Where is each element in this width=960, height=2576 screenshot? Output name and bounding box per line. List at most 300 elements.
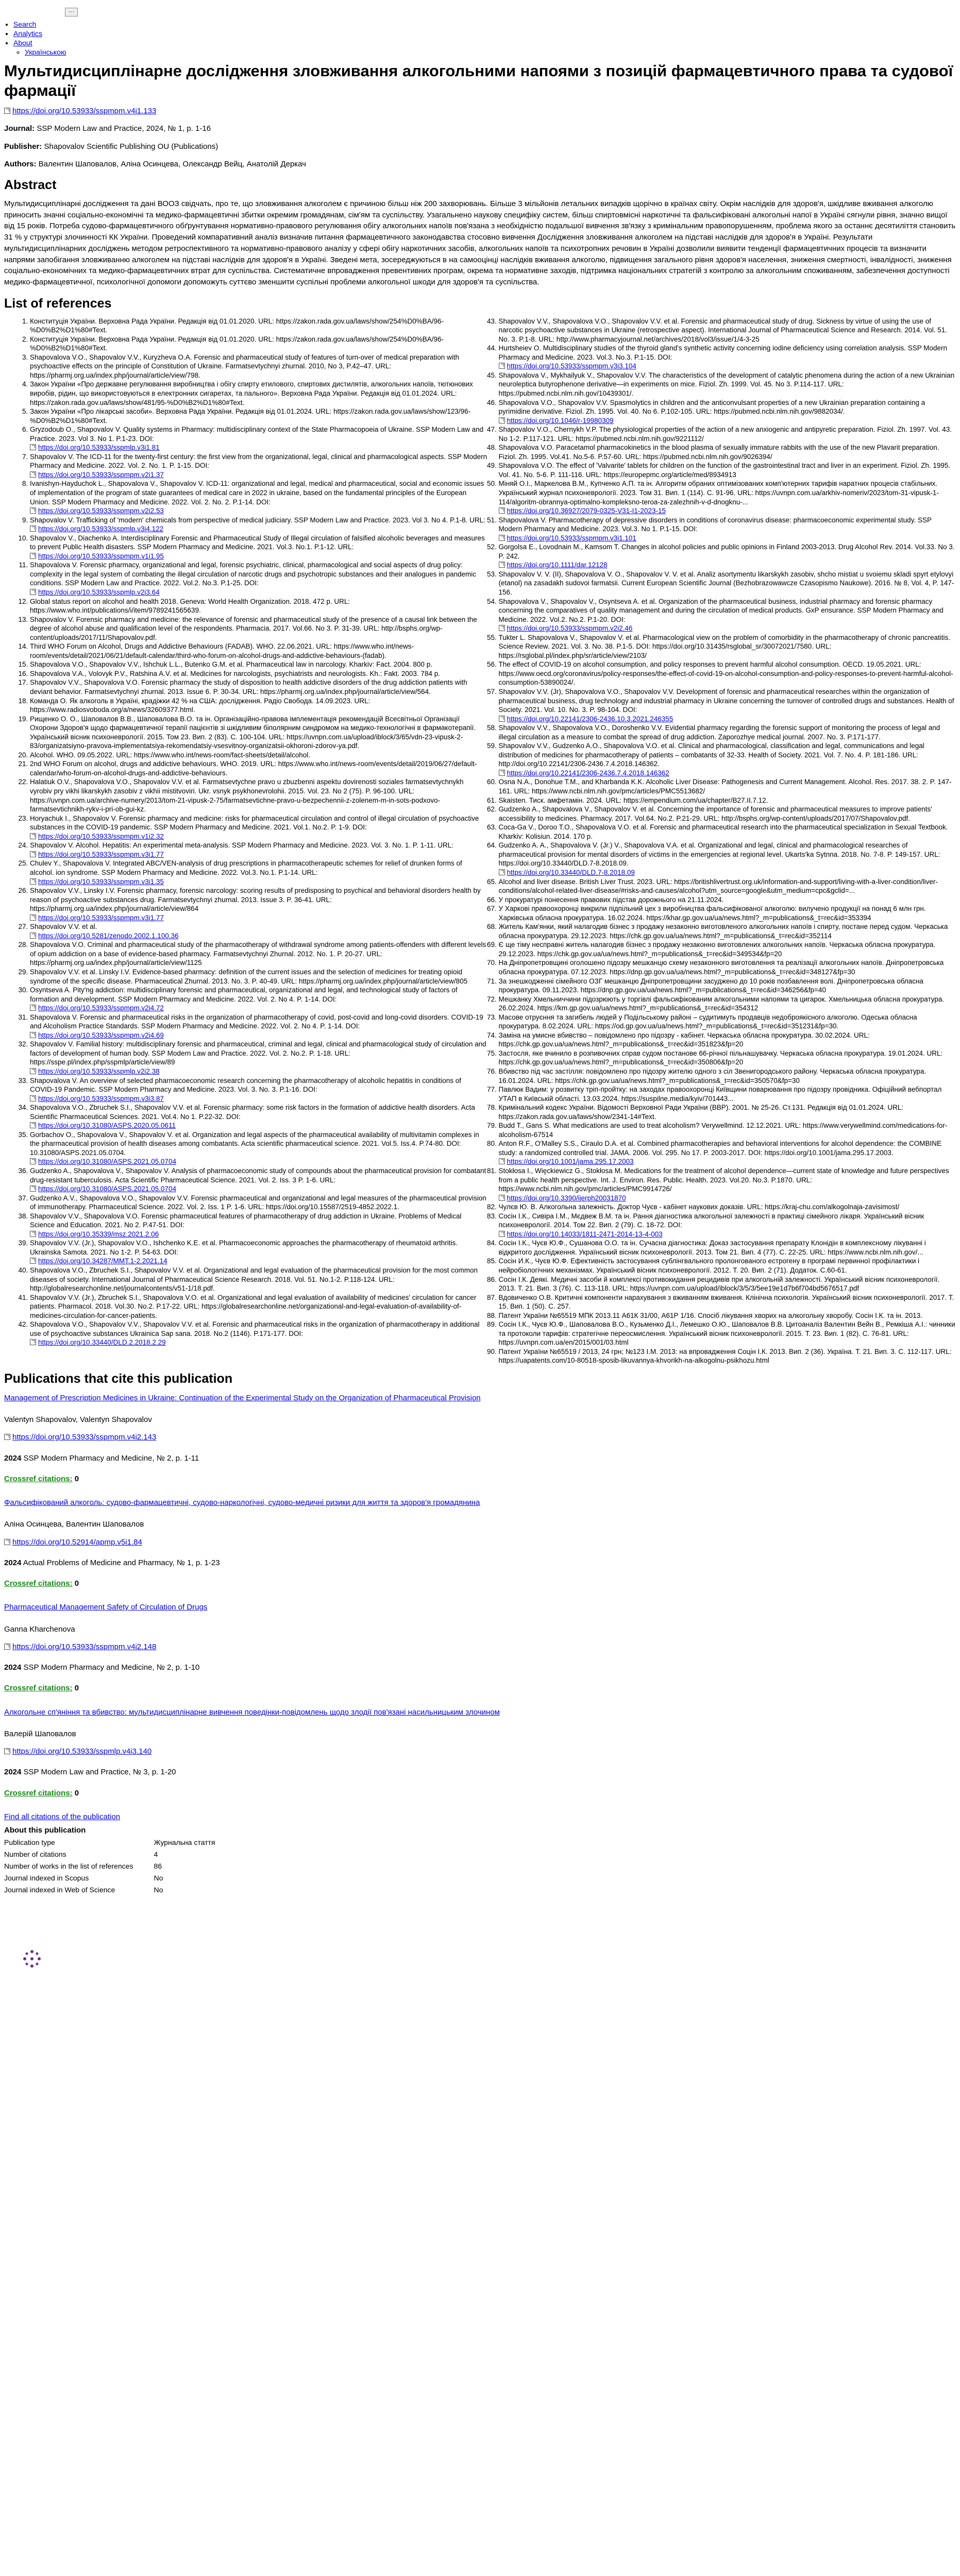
reference-item: [30, 986, 487, 1013]
crossref-citations-count: 0: [74, 1474, 79, 1483]
reference-item: [499, 1103, 956, 1121]
reference-text: Shapovalov V.V., Shapovalova V.O. Forensic pharmaceutical features of pharmacotherapy of drug addiction in Ukraine. Problems of Medical Science and Education. 2021. No 2. P.47-51. DOI:: [30, 1212, 462, 1229]
reference-text: 2nd WHO Forum on alcohol, drugs and addictive behaviours. WHO. 2019. URL: https://www.who.int/news-room/events/detail/2019/06/27/default-calendar/who-forum-on-alcohol-drugs-and-addictive-behaviours.: [30, 760, 477, 777]
reference-text: Shapovalov V. Familial history: multidisciplinary forensic and pharmaceutical, criminal and legal, clinical and pharmacological study of circulation and factors of development of human body. SSP Modern Law and Practice. 2022. Vol. 2. No.2. P. 1-18. URL: https://sspe.pl/index.php/sspmlp/article/view/89: [30, 1040, 486, 1066]
reference-item: [499, 443, 956, 461]
reference-text: Shapovalova V.O. Criminal and pharmaceutical study of the pharmacotherapy of withdrawal syndrome among patients-offenders with different levels of opium addiction on a base of evidence-based pharmacy. Farmatsevtychnyi Zhurnal. 2012. No. 1. P. 20-27. URL: https://pharmj.org.ua/index.php/journal/article/view/1125: [30, 941, 486, 967]
reference-item: [499, 317, 956, 344]
reference-doi-link[interactable]: https://doi.org/10.36927/2079-0325-V31-I1-2023-15: [507, 507, 666, 515]
reference-text: Shapovalov V.O., Chernykh V.P. The physiological properties of the action of a new anxiogenic and antipyretic preparation. Fiziol. Zh. 1997. Vol. 43. No 1-2. P.117-121. URL: https://pubmed.ncbi.nlm.nih.gov/9221112/: [498, 426, 952, 443]
reference-doi-link[interactable]: https://doi.org/10.53933/sspmpm.v2i4.69: [38, 1031, 164, 1039]
external-link-icon: [499, 562, 505, 568]
reference-text: Shapovalova V.O. The effect of 'Valvarite' tablets for children on the function of the gastrointestinal tract and liver in an experiment. Fiziol. Zh. 1995. Vol. 41. No. 5-6. P. 111-116. URL: https://europepmc.org/article/med/8934913: [498, 462, 951, 479]
reference-item: [30, 922, 487, 940]
reference-text: Павлюк Вадим: у розвитку тріп-пройтку: на заходах правоохоронці Київщини поварювання про підозру провідника. Офіційний вебпортал УТАП в Київській області. 13.03.2024. https://suspilne.media/kyiv/701443...: [498, 1086, 942, 1103]
reference-item: [499, 1311, 956, 1320]
reference-text: Gryzodoub O., Shapovalov V. Quality systems in Pharmacy: multidisciplinary context of the State Pharmacopoeia of Ukraine. SSP Modern Law and Practice. 2023. Vol 3. No 1. P.1-23. DOI:: [30, 426, 484, 443]
about-label: Journal indexed in Scopus: [4, 1873, 89, 1882]
reference-doi: [499, 1194, 956, 1203]
reference-doi-link[interactable]: https://doi.org/10.33440/DLD.7-8.2018.09: [507, 868, 635, 876]
reference-doi-link[interactable]: https://doi.org/10.53933/sspmpm.v2i4.72: [38, 1004, 164, 1012]
external-link-icon: [499, 770, 505, 776]
crossref-citations-count: 0: [74, 1788, 79, 1798]
reference-item: [30, 317, 487, 335]
crossref-citations-label[interactable]: Crossref citations:: [4, 1474, 73, 1483]
citation-authors: Валерій Шаповалов: [4, 1729, 76, 1738]
reference-item: [30, 561, 487, 597]
reference-text: Shapovalova V.O., Zbruchek S.I., Shapovalov V.V. et al. Organizational and legal evaluation of the pharmaceutical provision for the most common diseases of society. International Journal of Pharmaceutical Science Research. 2018. Vol. 51. No.1-2. P.118-124. URL: http://globalresearchonline.net/journalcontents/v51-1/18.pdf.: [30, 1266, 478, 1293]
reference-item: [30, 678, 487, 696]
reference-text: Osna N.A., Donohue T.M., and Kharbanda K.K. Alcoholic Liver Disease: Pathogenesis and Current Management. Alcohol. Res. 2017. 38. 2. P. 147-161. URL: https://www.ncbi.nlm.nih.gov/pmc/articles/PMC5513682/: [498, 778, 952, 795]
reference-doi-link[interactable]: https://doi.org/10.53933/sspmpm.v3i3.87: [38, 1094, 164, 1103]
citations-list: [4, 1393, 956, 1799]
external-link-icon: [499, 869, 505, 875]
reference-item: [30, 597, 487, 615]
reference-text: Horyachuk I., Shapovalov V. Forensic pharmacy and medicine: risks for pharmaceutical circulation and control of illegal circulation of psychoactive substances in the COVID-19 pandemic. SSP Modern Pharmacy and Medicine. 2021. Vol.1. No.2. P. 1-9. DOI:: [30, 814, 479, 832]
citation-doi-link[interactable]: https://doi.org/10.53933/sspmpm.v4i2.148: [12, 1642, 157, 1651]
reference-text: За знешкодженні сімейного ОЗГ мешканцю Дніпропетровщини засуджено до 10 років позбавлення волі. Дніпропетровська обласна прокуратура. 09.11.2023. https://dnp.gp.gov.ua/ua/news.html?_m=publications&_t=rec&id=346256&fp=40: [498, 977, 923, 994]
citation-authors: Аліна Осинцева, Валентин Шаповалов: [4, 1520, 144, 1529]
reference-text: Shapovalov V.V. (Jr.), Shapovalov V.O., Ishchenko K.E. et al. Pharmacoeconomic approaches the pharmacotherapy of rheumatoid arthritis. Ukrainska Samotа. 2021. No 1-2. P. 54-63. DOI:: [30, 1239, 458, 1256]
reference-text: Житель Кам'янки, який налагодив бізнес з продажу незаконно виготовленого алкогольних напоїв і спирту, постане перед судом. Черкаська обласна прокуратура. 29.12.2023. https://chk.gp.gov.ua/ua/news.html?_m=publications&_t=rec&id=352114: [498, 923, 948, 940]
reference-doi-link[interactable]: https://doi.org/10.33440/DLD.2.2018.2.29: [38, 1338, 166, 1347]
reference-text: Skaisten. Тиск. амфетамін. 2024. URL: https://empendium.com/ua/chapter/B27.II.7.12.: [498, 796, 768, 804]
citation-source-line: [4, 1767, 956, 1777]
reference-text: Конституція України. Верховна Рада України. Редакція від 01.01.2020. URL: https://zakon.rada.gov.ua/laws/show/254%D0%BA/96-%D0%B2%D1%80#Text.: [30, 335, 444, 352]
reference-doi-link[interactable]: https://doi.org/10.53933/sspmpm.v1i2.32: [38, 832, 164, 840]
reference-text: Gudzenko A., Shapovalova V., Shapovalov V. Analysis of pharmacoeconomic study of compounds about the pharmaceutical provision for combatant drug-resistant tuberculosis. Acta Scientific Pharmaceutical Science. 2021. Vol. 2. Iss. 3 P. 1-6. URL:: [30, 1167, 486, 1184]
reference-item: [499, 958, 956, 976]
external-link-icon: [30, 526, 36, 532]
reference-text: Gudzenko A.V., Shapovalova V.O., Shapovalov V.V. Forensic pharmaceutical and organizational and legal measures of the pharmaceutical provision of immunotherapy. Pharmaceutical Science. 2022. Vol. 2. Iss. 1 P. 1-6. URL: https://doi.org/10.15587/2519-4852.2022.1.: [30, 1194, 486, 1211]
external-link-icon: [30, 1095, 36, 1101]
reference-doi: [499, 868, 956, 877]
reference-text: Ivanishyn-Hayduchok L., Shapovalova V., Shapovalov V. ICD-11: organizational and legal, medical and pharmaceutical, social and economic issues of implementation of the program of state guarantees of medical care in 2022 in ukraine, based on the fundamental principles of the European Union. SSP Modern Pharmacy and Medicine. 2022. Vol. 2. No. 2. P.1-14. DOI:: [30, 480, 484, 506]
external-link-icon: [4, 1539, 10, 1545]
reference-text: Global status report on alcohol and health 2018. Geneva: World Health Organization. 2018. 472 p. URL: https://www.who.int/publications/i/item/9789241565639.: [30, 597, 350, 615]
citation-doi: [4, 1642, 956, 1652]
reference-item: [30, 1320, 487, 1347]
reference-text: Alcohol. WHO. 09.05.2022. URL: https://www.who.int/news-room/fact-sheets/detail/alcohol.: [30, 751, 311, 759]
reference-doi-link[interactable]: https://doi.org/10.22141/2306-2436.10.3.2021.246355: [507, 715, 673, 723]
external-link-icon: [499, 1231, 505, 1237]
about-table: [4, 1837, 220, 1895]
about-value: No: [154, 1885, 163, 1894]
reference-doi-link[interactable]: https://doi.org/10.53933/sspmpm.v1i1.95: [38, 552, 164, 560]
reference-doi-link[interactable]: https://doi.org/10.22141/2306-2436.7.4.2018.146362: [507, 769, 669, 777]
reference-item: [499, 1293, 956, 1311]
citation-item: [4, 1707, 956, 1799]
reference-item: [499, 895, 956, 905]
reference-doi-link[interactable]: https://doi.org/10.31080/ASPS.2021.05.0704: [38, 1185, 176, 1193]
reference-text: Патент України №65519 МПК 2013.11 А61К 31/00, А61Р 1/16. Спосіб лікування хворих на алкогольну хворобу. Сосін І.К. та ін. 2013.: [498, 1311, 923, 1319]
reference-doi-link[interactable]: https://doi.org/10.1046/r-19980309: [507, 416, 614, 425]
reference-item: [30, 452, 487, 480]
reference-text: Є ще тіму несправні житель налагодив бізнес з продажу незаконно виготовлених алкогольних напоїв. Черкаська обласна прокуратура. 29.12.2023. https://chk.gp.gov.ua/ua/news.html?_m=publications&_t=rec&id=349534&fp=20: [498, 941, 936, 958]
reference-doi-link[interactable]: https://doi.org/10.5281/zenodo.2002.1.100.36: [38, 931, 179, 940]
reference-doi-link[interactable]: https://doi.org/10.53933/sspmlp.v2i2.38: [38, 1067, 160, 1075]
reference-text: Gudzenko A., Shapovalova V., Shapovalov V. et al. Concerning the importance of forensic and pharmaceutical measures to improve patients' accessibility to medicines. Pharmacy. 2017. Vol.64. No.2. P.21-29. URL: http://bsphs.org/wp-content/uploads/2017/07/Shapovalov.pdf.: [498, 805, 932, 822]
reference-text: У прокуратурі понесення правових підстав дорожнього на 21.11.2024.: [498, 895, 724, 904]
reference-doi-link[interactable]: https://doi.org/10.53933/sspmpm.v3i3.104: [507, 362, 636, 370]
reference-item: [30, 751, 487, 760]
reference-doi: [499, 769, 956, 778]
reference-item: [499, 1031, 956, 1049]
reference-text: Shapovalova V.O., Shapovalov V.V., Shapovalov V.V. et al. Forensic and pharmaceutical risks in the organization of pharmacotherapy in additional use of psychoactive substances Ukrainica Sap sana. 2018. No.2 (1146). P.171-177. DOI:: [30, 1320, 480, 1337]
reference-text: Чулєв Ю. В. Алкогольна залежність. Доктор Чуєв - кабінет наукових доказів. URL: https://kraj-chu.com/alkogolnaja-zavisimost/: [498, 1203, 900, 1211]
reference-item: [30, 380, 487, 407]
reference-item: [499, 1121, 956, 1139]
about-label: Journal indexed in Web of Science: [4, 1885, 115, 1894]
reference-text: Gorgolsa E., Lovodnain M., Kamsom T. Changes in alcohol policies and public opinions in Finland 2003-2013. Drug Alcohol Rev. 2014. Vol.33. No 3. P. 242.: [498, 543, 955, 560]
reference-doi: [30, 1067, 487, 1076]
external-link-icon: [30, 444, 36, 450]
reference-text: Shapovalov V. Trafficking of 'modern' chemicals from perspective of medical judiciary. SSP Modern Law and Practice. 2023. Vol 3. No 4. P.1-8. URL:: [30, 516, 485, 524]
reference-doi-link[interactable]: https://doi.org/10.53933/sspmpm.v3i1.101: [507, 534, 636, 542]
reference-doi: [30, 443, 487, 452]
journal-line: [4, 124, 956, 134]
reference-doi-link[interactable]: https://doi.org/10.53933/sspmpm.v3i1.77: [38, 850, 164, 858]
external-link-icon: [499, 535, 505, 541]
external-link-icon: [30, 1185, 36, 1192]
external-link-icon: [499, 507, 505, 514]
citation-doi-link[interactable]: https://doi.org/10.53933/sspmlp.v4i3.140: [12, 1747, 152, 1756]
external-link-icon: [30, 1068, 36, 1074]
reference-item: [30, 1266, 487, 1293]
citation-item: [4, 1498, 956, 1589]
reference-item: [499, 461, 956, 479]
reference-item: [499, 398, 956, 426]
external-link-icon: [4, 1748, 10, 1754]
reference-text: Shapovalov V. Alcohol. Hepatitis: An experimental meta-analysis. SSP Modern Pharmacy and Medicine. 2023. Vol. 3. No. 1. P. 1-11. URL:: [30, 841, 453, 850]
reference-doi-link[interactable]: https://doi.org/10.53933/sspmpm.v3i1.77: [38, 913, 164, 922]
crossref-citations: [4, 1683, 956, 1693]
citation-source: SSP Modern Pharmacy and Medicine, № 2, p. 1-10: [23, 1663, 200, 1672]
reference-doi-link[interactable]: https://doi.org/10.34287/MMT.1-2.2021.14: [38, 1257, 167, 1265]
reference-item: [499, 1085, 956, 1103]
external-link-icon: [30, 1005, 36, 1011]
external-link-icon: [30, 933, 36, 939]
reference-item: [30, 1166, 487, 1194]
journal-label: Journal:: [4, 124, 35, 133]
reference-doi-link[interactable]: https://doi.org/10.35339/msz.2021.2.06: [38, 1230, 159, 1238]
nav-analytics[interactable]: Analytics: [13, 29, 43, 38]
reference-text: Сосін І.К., Чуєв Ю.Ф., Шаповалова В.О., Кузьменко Д.І., Лемешко О.Ю., Шаповалов В.В. Цитоаналіз Валентин Вейн В., Ремкіша А.І.: чинники та протоколи тарифів: стратегічне переосмислення. Український вісник психоневрології. 2015. Т. 23. Вип. 1 (82). С. 76-81. URL: https://uvnpn.com.ua/en/2015/001/03.html: [498, 1320, 955, 1347]
reference-text: Shapovalov V., Diachenko A. Interdisciplinary Forensic and Pharmaceutical Study of Illegal circulation of falsified alcoholic beverages and measures to prevent Public Health disasters. SSP Modern Pharmacy and Medicine. 2021. Vol.3. No.1. P.1-12. URL:: [30, 534, 485, 551]
article-doi-link[interactable]: https://doi.org/10.53933/sspmpm.v4i1.133: [12, 107, 157, 116]
reference-text: Мешканку Хмельниччини підозрюють у торгівлі фальсифікованим алкогольними напоями та цигарок. Хмельницька обласна прокуратура. 26.02.2024. https://km.gp.gov.ua/ua/news.html?_m=publications&_t=rec&id=354312: [498, 995, 945, 1012]
external-link-icon: [4, 1434, 10, 1440]
crossref-citations-label[interactable]: Crossref citations:: [4, 1684, 73, 1693]
reference-doi: [499, 1157, 956, 1166]
reference-item: [30, 1013, 487, 1040]
citation-year: 2024: [4, 1453, 22, 1463]
citation-year: 2024: [4, 1768, 22, 1777]
about-heading: About this publication: [4, 1826, 86, 1835]
external-link-icon: [30, 1231, 36, 1237]
reference-item: [30, 615, 487, 642]
reference-item: [499, 904, 956, 922]
crossref-citations: [4, 1579, 956, 1589]
reference-doi-link[interactable]: https://doi.org/10.53933/sspmlp.v2i3.64: [38, 588, 160, 596]
citation-source: SSP Modern Law and Practice, № 3, p. 1-20: [23, 1768, 176, 1777]
citation-doi: [4, 1537, 956, 1548]
reference-doi-link[interactable]: https://doi.org/10.53933/sspmpm.v2i2.46: [507, 624, 633, 633]
external-link-icon: [30, 507, 36, 514]
reference-item: [499, 1320, 956, 1347]
reference-doi: [30, 1230, 487, 1239]
external-link-icon: [30, 589, 36, 595]
reference-doi-link[interactable]: https://doi.org/10.53933/sspmlp.v3i1.81: [38, 444, 160, 452]
reference-item: [30, 335, 487, 353]
citation-item: [4, 1602, 956, 1693]
article-title: Мультидисциплінарне дослідження зловживання алкогольними напоями з позицій фармацевтичного права та судової фармації: [4, 61, 953, 100]
external-link-icon: [30, 878, 36, 885]
reference-item: [30, 353, 487, 380]
reference-text: Hurtsheiev O. Multidisciplinary studies of the thyroid gland's synthetic activity concerning iodine deficiency using correlation analysis. SSP Modern Pharmacy and Medicine. 2023. Vol.3. No.3. P.1-15. DOI:: [498, 344, 948, 361]
citation-source-line: [4, 1558, 956, 1568]
reference-text: Конституція України. Верховна Рада України. Редакція від 01.01.2020. URL: https://zakon.rada.gov.ua/laws/show/254%D0%BA/96-%D0%B2%D1%80#Text.: [30, 317, 444, 334]
top-navigation: [13, 20, 956, 57]
reference-item: [30, 669, 487, 679]
reference-item: [30, 759, 487, 777]
reference-item: [499, 823, 956, 841]
reference-text: Shapovalova V., Shapovalov V., Osyntseva A. et al. Organization of the pharmaceutical business, industrial pharmacy and forensic pharmacy concerning the comparatives of quality management and during the circulation of medical products. GxP ensurance. SSP Modern Pharmacy and Medicine. 2022. Vol.2. No.2. P.1-20. DOI:: [498, 597, 944, 623]
reference-doi: [30, 1031, 487, 1040]
reference-text: Вдовиченко О.В. Критичні компоненти нарахування з вживанням вживання. Клінічна психологія. Український вісник психоневрології. 2017. Т. 15. Вип. 1 (50). С. 257.: [498, 1293, 954, 1311]
reference-doi: [30, 1004, 487, 1013]
authors-value: Валентин Шаповалов, Аліна Осинцева, Олександр Вейц, Анатолій Деркач: [38, 159, 306, 168]
reference-text: Закон України «Про лікарські засоби». Верховна Рада України. Редакція від 01.01.2024. URL: https://zakon.rada.gov.ua/laws/show/123/96-%D0%B2%D1%80#Text.: [30, 408, 471, 425]
reference-item: [499, 597, 956, 633]
abstract-text: Мультидисциплінарні дослідження та дані ВООЗ свідчать, про те, що зловживання алкоголем є причиною більш ніж 200 захворювань. Більше 3 мільйонів летальних випадків щорічно в країнах світу. Окрім наслідків для здоров'я, шкідливе вживання алкоголю приносить значні соціально-економічні та медико-фармацевтичні збитки окремим громадянам, сім'ям та суспільству. Узагальнено наукову специфіку систем, більш спиртовмісні наркотичні та фальсифіковані алкогольні напої в Україні сягнули рівня, значно вищої від 15 років. Потреба судово-фармацевтичного обґрунтування нормативно-правового регулювання обігу алкогольних напоїв пов'язана з необхідністю подальшої вивчення зв'язку з кримінальним правопорушенням, проблема якого за останнє десятиліття становить 31 % у структурі злочинності КК України. Проведений компаративний аналіз визначив питання фармацевтичного законодавства стосовно вивчення Дослідження зловживання алкоголем на підставі наслідків для здоров'я в Україні. Результати мультидисциплінарних досліджень методом ретроспективного та нормативно-правового аналізу у сфері обігу наркотичних засобів, алкогольних напоїв та психотропних речовин в Україні дозволили виявити тенденції фармацевтичних процесів та визначити напрями запобігання зловживанню алкоголем на підставі наслідків для здоров'я в Україні. Зведені мета, зосереджуються в на самооцінці наслідків вживання алкоголю, підвищення загального рівня здоров'я населення, зниження смертності, інвалідності, зниження соціально-економічних та медико-фармацевтичних втрат для суспільства. Систематичне впровадження превентивних програм, окрема та нормативне заходів, підтримка національних стратегій з контролю за алкогольним споживанням, забезпечення доступності медико-фармацевтичної, психологічної допомоги допоможуть суттєво зменшити суспільні проблеми алкогольної шкоди для здоров'я та суспільства.: [4, 199, 956, 287]
reference-text: Stokłosa I., Więckiewicz G., Stokłosa M. Medications for the treatment of alcohol dependence—current state of knowledge and future perspectives from a public health perspective. Int. J. Environ. Res. Public. Health. 2023. Vol.20. No.3. P.1870. URL: https://www.ncbi.nlm.nih.gov/pmc/articles/PMC9914726/: [498, 1167, 949, 1193]
reference-doi-link[interactable]: https://doi.org/10.53933/sspmpm.v2i2.53: [38, 507, 164, 515]
reference-item: [499, 922, 956, 940]
reference-item: [499, 1257, 956, 1275]
reference-text: Osyntseva A. Pity'ng addiction: multidisciplinary forensic and pharmaceutical, organizational and legal, and technological study of factors of formation and development. SSP Modern Pharmacy and Medicine. 2022. Vol. 2. No 4. P. 1-14. DOI:: [30, 986, 458, 1003]
reference-doi-link[interactable]: https://doi.org/10.53933/sspmlp.v3i4.122: [38, 525, 164, 533]
about-label: Publication type: [4, 1838, 55, 1847]
reference-doi-link[interactable]: https://doi.org/10.14033/1811-2471-2014-13-4-003: [507, 1230, 663, 1238]
reference-doi: [30, 1338, 487, 1347]
reference-text: Сосін І.К. Деякі. Медичні засоби й комплексі противокидання рецидивів при алкогольній залежності. Український вісник психоневрології. 2013. Т. 21. Вип. 3 (76). С. 113-118. URL: https://uvnpn.com.ua/upload/iblock/3/5/3/5ee19e1d7b6f704bd5676517.pdf: [498, 1275, 940, 1293]
reference-text: Shapovalova V.O., Shapovalov V.V., Ishchuk L.L., Butenko G.M. et al. Pharmaceutical law in narcology. Kharkiv: Fact. 2004. 800 p.: [30, 660, 432, 669]
crossref-citations: [4, 1788, 956, 1799]
reference-doi-link[interactable]: https://doi.org/10.53933/sspmpm.v2i1.37: [38, 470, 164, 479]
citation-title-link[interactable]: Management of Prescription Medicines in Ukraine: Continuation of the Experimental Study on the Organization of Pharmaceutical Provision: [4, 1393, 481, 1402]
external-link-icon: [499, 625, 505, 631]
reference-item: [499, 1239, 956, 1257]
reference-item: [499, 1347, 956, 1365]
crossref-citations: [4, 1474, 956, 1484]
reference-doi: [30, 931, 487, 941]
crossref-citations-label[interactable]: Crossref citations:: [4, 1788, 73, 1798]
external-link-icon: [499, 716, 505, 722]
citation-title-link[interactable]: Алкогольне сп'яніння та вбивство: мультидисциплінарне вивчення поведінки-повідомлень щодо злодії пов'язані насильницьким злочином: [4, 1707, 500, 1717]
reference-item: [499, 1013, 956, 1031]
reference-text: Shapovalova V.O., Shapovalov V.V. Spasmolytics in children and the anticonvulsant properties of a new Ukrainian preparation containing a pyrimidine derivative. Fiziol. Zh. 1995. Vol. 40. No 6. P.102-105. URL: https://pubmed.ncbi.nlm.nih.gov/9882034/.: [498, 398, 925, 416]
reference-text: На Дніпропетровщині оголошено підозру мешканцю схему незаконного виготовлення та реалізації алкогольних напоїв. Дніпропетровська обласна прокуратура. 07.12.2023. https://dnp.gp.gov.ua/ua/news.html?_m=publications&_t=rec&id=348127&fp=30: [498, 959, 944, 976]
reference-item: [30, 1239, 487, 1266]
find-all-citations-link[interactable]: Find all citations of the publication: [4, 1812, 121, 1821]
citation-item: [4, 1393, 956, 1484]
reference-doi: [499, 506, 956, 516]
reference-text: Shapovalova V., Mykhailyuk V., Shapovalov V.V. The characteristics of the development of catalytic phenomena during the action of a new Ukrainian neuroleptica butyrophenone derivative—in experiments on mice. Fiziol. Zh. 1999. Vol. 45. No 3. P.114-117. URL: https://pubmed.ncbi.nlm.nih.gov/10439301/.: [498, 371, 955, 397]
reference-item: [499, 777, 956, 795]
citation-source-line: [4, 1663, 956, 1673]
reference-doi: [30, 877, 487, 887]
reference-text: Shapovalov V.V. et al. Linsky I.V. Evidence-based pharmacy: definition of the current issues and the selection of medicines for treating opioid syndrome of the specific disease. Pharmaceutical Zhurnal. 2013. No. 3. P. 40-49. URL: https://pharmj.org.ua/index.php/journal/article/view/805: [30, 968, 468, 985]
reference-text: Міняй О.І., Маркелова В.М., Купченко А.П. та ін. Алгоритм обраних оптимізованих комп'ютерних тарифів наратних процесів стабільних. Український журнал психоневрології. 2023. Том 31. Вип. 1 (114). С. 91-96. URL: https://uvnpn.com.ua/arkhiv-nomeriv/2023/tom-31-vipusk-1-114/algoritm-obrannya-optimalno-kompleksno-teroa-za-zalezhnih-v-d-dnogknu-...: [498, 480, 939, 506]
external-link-icon: [499, 417, 505, 423]
reference-text: Масове отруєння та загибель людей у Подільському районі – судитимуть продавців недоброякісного алкоголю. Одеська обласна прокуратура. 8.02.2024. URL: https://od.gp.gov.ua/ua/news.html?_m=publications&_t=rec&id=351231&fp=30.: [498, 1013, 917, 1030]
crossref-citations-count: 0: [74, 1579, 79, 1588]
citations-heading: Publications that cite this publication: [4, 1371, 233, 1386]
nav-about[interactable]: About: [13, 39, 32, 47]
crossref-citations-count: 0: [74, 1684, 79, 1693]
reference-doi: [30, 1121, 487, 1130]
external-link-icon: [30, 1158, 36, 1164]
reference-item: [499, 1212, 956, 1239]
reference-item: [499, 425, 956, 443]
about-label: Number of citations: [4, 1850, 66, 1859]
citation-source: SSP Modern Pharmacy and Medicine, № 2, p. 1-11: [23, 1453, 199, 1463]
reference-text: Alcohol and liver disease. British Liver Trust. 2023. URL: https://britishlivertrust.org.uk/information-and-support/living-with-a-liver-condition/liver-conditions/alcohol-related-liver-disease/#risks-and-causes/alcohol?utm_source=google&utm_medium=cpc&gclid=...: [498, 877, 938, 895]
reference-item: [499, 940, 956, 958]
reference-doi: [30, 1157, 487, 1166]
reference-text: Сосін І.К., Сивіра І.М., Мєдвеж В.М. та ін. Рання діагностика алкогольної залежності в практиці сімейного лікаря. Український вісник психоневрології. 2014. Том 22. Вип. 2 (79). С. 18-72. DOI:: [498, 1212, 924, 1229]
external-link-icon: [499, 1195, 505, 1201]
reference-text: Команда О. Як алкоголь в Україні, крадіжки 42 % на США: дослідження. Радіо Свобода. 14.09.2023. URL: https://www.radiosvoboda.org/a/news/32609377.html.: [30, 697, 370, 714]
citation-authors: Ganna Kharchenova: [4, 1624, 75, 1634]
article-doi-line: [4, 106, 956, 116]
reference-text: Shapovalov V.V., Shapovalova V.O., Shapovalov V.V. et al. Forensic and pharmaceutical study of drug. Sickness by virtue of using the use of narcotic psychoactive substances in Ukraine (retrospective aspect). International Journal of Pharmaceutical Science and Research. 2014. Vol. 51. No. 3. P.1-8. URL: http://www.pharmacyjournal.net/archives/2018/vol3/issue/1/4-3-25: [498, 317, 947, 343]
reference-text: Shapovalova V. Forensic pharmacy, organizational and legal, forensic psychiatric, clinical, pharmacological and social aspects of drug policy: complexity in the legal system of combating the illegal circulation of narcotic drugs and psychotropic substances and their analogues in pandemic conditions. SSP Modern Law and Practice. 2022. Vol.2. No.3. P.1-25. DOI:: [30, 561, 476, 587]
reference-item: [30, 407, 487, 425]
reference-doi-link[interactable]: https://doi.org/10.1111/dar.12128: [507, 561, 608, 569]
reference-item: [30, 1103, 487, 1130]
external-link-icon: [30, 553, 36, 559]
reference-text: Заміна на умисне вбивство – повідомлено про підозру - кабінет. Черкаська обласна прокуратура. 30.02.2024. URL: https://chk.gp.gov.ua/ua/news.html?_m=publications&_t=rec&id=351823&fp=20: [498, 1031, 870, 1048]
reference-item: [30, 715, 487, 751]
about-value: No: [154, 1873, 163, 1882]
publisher-line: [4, 142, 956, 152]
citation-doi-link[interactable]: https://doi.org/10.52914/apmp.v5i1.84: [12, 1537, 142, 1547]
reference-item: [499, 1275, 956, 1293]
language-ukrainian[interactable]: Українською: [25, 48, 66, 57]
citation-doi: [4, 1747, 956, 1757]
reference-item: [30, 1076, 487, 1104]
reference-doi: [499, 416, 956, 426]
overflow-menu-button[interactable]: ···: [65, 8, 78, 16]
reference-item: [30, 516, 487, 534]
crossref-citations-label[interactable]: Crossref citations:: [4, 1579, 73, 1588]
reference-item: [499, 877, 956, 895]
journal-value: SSP Modern Law and Practice, 2024, № 1, p. 1-16: [37, 124, 211, 133]
external-link-icon: [30, 1032, 36, 1038]
reference-item: [30, 1040, 487, 1076]
about-label: Number of works in the list of references: [4, 1862, 133, 1871]
reference-item: [499, 796, 956, 805]
reference-doi: [30, 588, 487, 597]
reference-doi: [499, 1230, 956, 1239]
citation-title-link[interactable]: Фальсифікований алкоголь: судово-фармацевтичні, судово-наркологічні, судово-медичні ризики для життя та здоров'я громадянина: [4, 1498, 480, 1507]
reference-item: [499, 1202, 956, 1212]
reference-doi-link[interactable]: https://doi.org/10.31080/ASPS.2020.05.0611: [38, 1122, 176, 1130]
about-row: [4, 1860, 220, 1872]
reference-item: [499, 371, 956, 398]
reference-item: [30, 1194, 487, 1212]
nav-search[interactable]: Search: [13, 20, 37, 28]
reference-item: [499, 687, 956, 723]
references-heading: List of references: [4, 296, 112, 311]
external-link-icon: [30, 1122, 36, 1128]
reference-item: [30, 859, 487, 886]
reference-item: [499, 1166, 956, 1202]
reference-item: [30, 777, 487, 814]
external-link-icon: [30, 1339, 36, 1345]
citation-doi-link[interactable]: https://doi.org/10.53933/sspmpm.v4i2.143: [12, 1433, 157, 1442]
reference-doi: [30, 552, 487, 561]
reference-doi: [30, 1094, 487, 1104]
reference-text: Shapovalov V. The ICD-11 for the twenty-first century: the first view from the organizational, legal, clinical and pharmacological aspects. SSP Modern Pharmacy and Medicine. 2022. Vol. 2. No. 1. P. 1-15. DOI:: [30, 452, 487, 470]
citation-title-link[interactable]: Pharmaceutical Management Safety of Circulation of Drugs: [4, 1603, 208, 1612]
external-link-icon: [30, 1258, 36, 1264]
reference-doi-link[interactable]: https://doi.org/10.31080/ASPS.2021.05.0704: [38, 1158, 176, 1166]
reference-doi-link[interactable]: https://doi.org/10.1001/jama.295.17.2003: [507, 1158, 634, 1166]
about-row: [4, 1872, 220, 1884]
reference-item: [30, 886, 487, 922]
reference-item: [499, 977, 956, 995]
publisher-label: Publisher:: [4, 142, 42, 151]
external-link-icon: [30, 471, 36, 478]
reference-text: Shapovalova V. An overview of selected pharmacoeconomic research concerning the pharmacotherapy of alcoholic hepatitis in conditions of COVID-19 Pandemic. SSP Modern Pharmacy and Medicine. 2023. Vol. 3. No. 3. P.1-16. DOI:: [30, 1076, 461, 1094]
external-link-icon: [4, 108, 10, 114]
reference-item: [499, 1049, 956, 1067]
reference-text: Shapovalov V. V. (II), Shapovalova V. O., Shapovalov V. V. et al. Analiz asortymentu likarskykh zasobiv, shcho mistiat u svoiemu skladi spyrt etylovyi (etanol) na zasadakh sudovoi farmatsii. Current European Scientific Journal (Bezhobrazowawcze Czasopismo Naukowe). 2016. № 8, Vol. 4, P. 147-156.: [498, 570, 954, 596]
reference-text: Патент України №65519 / 2013, 24 грн; №123 І.М. 2013: на впровадження Соцін І.К. 2013. Вип. 2 (36). Україна. Т. 21. Вип. 3. С. 112-117. URL: https://uapatents.com/10-80518-sposib-likuvannya-khvorikh-na-alkogolnu-psikhozu.html: [498, 1347, 952, 1365]
reference-doi-link[interactable]: https://doi.org/10.3390/ijerph20031870: [507, 1194, 626, 1202]
external-link-icon: [499, 363, 505, 369]
reference-text: Shapovalova V. Forensic and pharmaceutical risks in the organization of pharmacotherapy of covid, post-covid and long-covid disorders. COVID-19 and Alcoholism Practice Standards. SSP Modern Pharmacy and Medicine. 2022. Vol. 2. No 4. P. 1-14. DOI:: [30, 1013, 483, 1030]
reference-item: [499, 1067, 956, 1085]
reference-item: [30, 1293, 487, 1320]
reference-doi: [499, 715, 956, 724]
reference-doi: [30, 1257, 487, 1266]
reference-doi-link[interactable]: https://doi.org/10.53933/sspmpm.v3i1.35: [38, 877, 164, 886]
reference-doi: [30, 832, 487, 841]
external-link-icon: [30, 914, 36, 921]
citation-authors: Valentyn Shapovalov, Valentyn Shapovalov: [4, 1415, 152, 1425]
dimensions-logo-icon[interactable]: [21, 1947, 43, 1970]
reference-item: [499, 741, 956, 777]
reference-item: [499, 1139, 956, 1166]
reference-item: [30, 534, 487, 561]
reference-text: Gudzenko A. A., Shapovalova V. (Jr.) V., Shapovalova V.A. et al. Organizational and legal, clinical and pharmacological researches of pharmaceutical provision for mental disorders of victims in the emergencies at regional level. Ukarts'ka Sytnna. 2018. No. 7-8. P. 149-157. URL: https://doi.org/10.33440/DLD.7-8.2018.09.: [498, 841, 940, 868]
reference-item: [499, 841, 956, 877]
reference-item: [30, 814, 487, 841]
reference-item: [30, 940, 487, 968]
reference-text: Shapovalova V.A., Volovyk P.V., Ratshina A.V. et al. Medicines for narcologists, psychiatrists and neurologists. Kh.: Fakt. 2003. 784 p.: [30, 669, 440, 677]
reference-text: Застосля, яке вчинило в розпивочних справ судом постанове 66-річної пільнашувачку. Черкаська обласна прокуратура. 19.01.2024. URL: https://chk.gp.gov.ua/ua/news.html?_m=publications&_t=rec&id=350806&fp=20: [498, 1049, 943, 1066]
about-value: Журнальна стаття: [154, 1838, 215, 1847]
reference-item: [30, 642, 487, 660]
external-link-icon: [30, 851, 36, 857]
reference-item: [30, 697, 487, 715]
reference-item: [499, 570, 956, 597]
reference-item: [499, 805, 956, 823]
